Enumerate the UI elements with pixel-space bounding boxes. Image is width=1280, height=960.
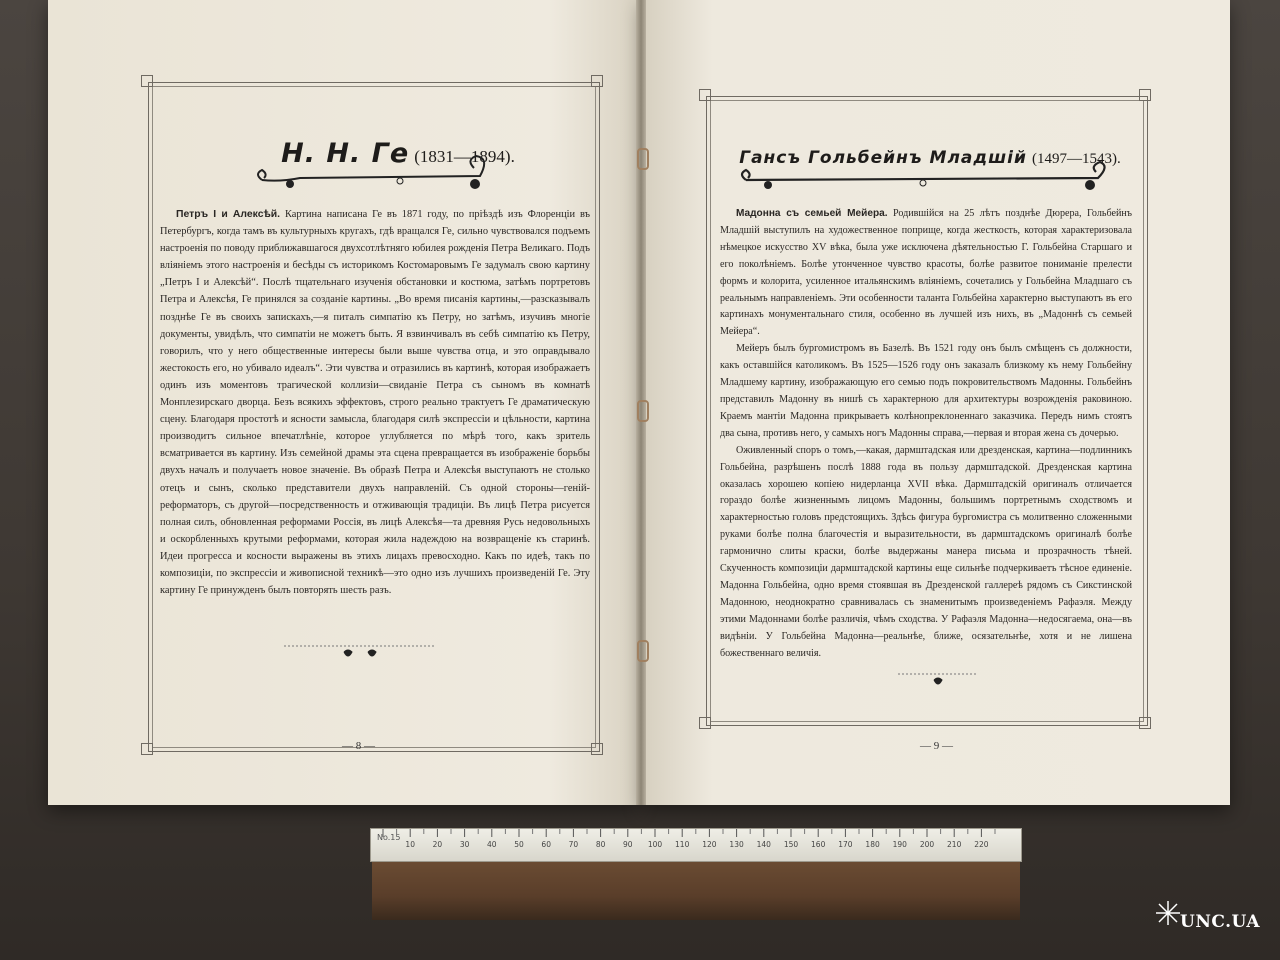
page-number-left: — 8 — xyxy=(342,740,375,752)
left-page-body xyxy=(160,206,590,599)
watermark-sunburst-icon xyxy=(1155,900,1181,926)
title-flourish-ornament xyxy=(250,148,500,196)
body-paragraph: Мейеръ былъ бургомистромъ въ Базелѣ. Въ 1521 году онъ былъ смѣщенъ съ должности, какъ оставшійся католикомъ. Въ 1525—1526 году онъ заказалъ близкому къ нему Гольбейну Младшему картину, изображающую его семью подъ покровительствомъ Мадонны. Гольбейнъ представилъ Мадонну въ нишѣ съ характерною для архитектуры возрожденія раковиною. Краемъ мантіи Мадонна прикрываетъ колѣнопреклоненнаго заказчика. Передъ нимъ стоятъ два сына, противъ него, у самыхъ ногъ Мадонны справа,—первая и вторая жена съ дочерью. xyxy=(720,343,1132,439)
ruler-tick-label: 60 xyxy=(541,840,551,849)
right-page-body xyxy=(720,206,1132,662)
watermark-text: UNC.UA xyxy=(1180,912,1261,932)
tailpiece-ornament xyxy=(898,668,978,694)
ruler-tick-label: 40 xyxy=(487,840,497,849)
body-paragraph: Картина написана Ге въ 1871 году, по пріѣздѣ изъ Флоренціи въ Петербургъ, когда тамъ въ культурныхъ кругахъ, гдѣ вращался Ге, сильно чувствовался подъемъ настроенія по поводу приближавшагося двухсотлѣтняго юбилея рожденія Петра Великаго. Подъ вліяніемъ этого настроенія и бесѣды съ историкомъ Костомаровымъ Ге задумалъ свою картину „Петръ I и Алексѣй“. Послѣ тщательнаго изученія обстановки и костюма, затѣмъ портретовъ Петра и Алексѣя, Ге принялся за созданіе картины. „Во время писанія картины,—разсказывалъ позднѣе Ге въ своихъ запискахъ,—я питалъ симпатію къ Петру, но затѣмъ, изучивъ многіе документы, увидѣлъ, что симпатіи не можетъ быть. Я взвинчивалъ въ себѣ симпатію къ Петру, говорилъ, что у него общественные интересы были выше чувства отца, и это оправдывало жестокость его, но убивало идеалъ“. Эти чувства и отразились въ картинѣ, которая изображаетъ одинъ изъ моментовъ трагической коллизіи—свиданіе Петра съ сыномъ въ комнатѣ Монплезирскаго дворца. Безъ всякихъ эффектовъ, строго реально трактуетъ Ге драматическую сцену. Благодаря простотѣ и ясности замысла, благодаря силѣ экспрессіи и цѣльности, картина производитъ сильное впечатлѣніе, которое углубляется по мѣрѣ того, какъ зритель всматривается въ картину. Изъ семейной драмы эта сцена превращается въ изображеніе борьбы двухъ началъ и получаетъ новое значеніе. Въ образѣ Петра и Алексѣя выступаютъ не столько отецъ и сынъ, сколько представители двухъ направленій. Съ одной стороны—геній-реформаторъ, съ другой—посредственность и отживающія традиціи. Въ лицѣ Петра рисуется полная силъ, обновленная реформами Россія, въ лицѣ Алексѣя—та древняя Русь недовольныхъ и оскорбленныхъ крутыми реформами, которая жила надеждою на возвращеніе къ старинѣ. Идеи прогресса и косности выражены въ этихъ лицахъ превосходно. Какъ по идеѣ, такъ по композиціи, по экспрессіи и живописной техникѣ—это одно изъ лучшихъ произведеній Ге. Эту картину Ге принужденъ былъ повторять шесть разъ. xyxy=(160,209,590,597)
ruler-tick-label: 210 xyxy=(947,840,962,849)
ruler-tick-label: 110 xyxy=(675,840,690,849)
frame-corner xyxy=(699,717,711,729)
frame-corner xyxy=(141,743,153,755)
ruler-tick-label: 80 xyxy=(595,840,606,849)
ruler-tick-label: 220 xyxy=(974,840,989,849)
ruler-tick-label: 70 xyxy=(568,840,579,849)
ruler-tick-label: 190 xyxy=(892,840,907,849)
frame-corner xyxy=(141,75,153,87)
page-number-right: — 9 — xyxy=(920,740,953,752)
ruler-tick-label: 200 xyxy=(919,840,935,849)
ruler-tick-label: 50 xyxy=(514,840,524,849)
ruler-brand-label: No.15 xyxy=(377,833,401,842)
ruler-tick-label: 180 xyxy=(865,840,880,849)
ruler-tick-label: 100 xyxy=(647,840,663,849)
artist-name: Н. Н. Ге xyxy=(281,138,410,169)
ruler-tick-label: 140 xyxy=(756,840,771,849)
ruler-tick-label: 10 xyxy=(405,840,415,849)
frame-corner xyxy=(1139,89,1151,101)
body-paragraph: Родившійся на 25 лѣтъ позднѣе Дюрера, Гольбейнъ Младшій выступилъ на художественное поприще, когда жесткость, которая характеризовала нѣмецкое искусство XV вѣка, была уже исключена дѣятельностью Г. Гольбейна Старшаго и его поколѣніемъ. Болѣе утонченное чувство красоты, болѣе развитое пониманіе прелести формъ и колорита, усиленное итальянскимъ вліяніемъ, сочетались у Гольбейна Младшаго съ реальнымъ направленіемъ. Эти особенности таланта Гольбейна характерно выступаютъ въ его картинахъ монументальнаго стиля, особенно въ лучшей изъ нихъ, въ „Мадоннѣ съ семьей Мейера“. xyxy=(720,208,1132,338)
title-flourish-ornament xyxy=(738,158,1118,198)
ruler-tick-label: 130 xyxy=(729,840,744,849)
binding-staple xyxy=(637,400,649,422)
binding-staple xyxy=(637,640,649,662)
artist-years: (1497—1543). xyxy=(1032,151,1121,167)
measuring-ruler xyxy=(370,828,1022,862)
ruler-tick-label: 30 xyxy=(459,840,470,849)
binding-staple xyxy=(637,148,649,170)
section-lead-title: Мадонна съ семьей Мейера. xyxy=(736,208,888,219)
tailpiece-ornament xyxy=(284,640,434,666)
frame-corner xyxy=(1139,717,1151,729)
frame-corner xyxy=(591,75,603,87)
ruler-tick-label: 150 xyxy=(783,840,799,849)
frame-corner xyxy=(591,743,603,755)
ruler-tick-label: 120 xyxy=(702,840,717,849)
ruler-tick-label: 160 xyxy=(811,840,826,849)
ruler-tick-label: 20 xyxy=(432,840,443,849)
ruler-ticks xyxy=(371,829,1021,861)
wooden-ruler-base xyxy=(372,860,1020,920)
body-paragraph: Оживленный споръ о томъ,—какая, дармштадская или дрезденская, картина—подлинникъ Гольбейна, разрѣшенъ послѣ 1888 года въ пользу дармштадской. Дрезденская картина оказалась хорошею копіею нидерланца XVII вѣка. Дармштадскій оригиналъ отличается гораздо болѣе жизненнымъ лицомъ Мадонны, большимъ портретнымъ сходствомъ и характерностью головъ предстоящихъ. Здѣсь фигура бургомистра съ молитвенно сложенными руками болѣе полна благочестія и выразительности, въ дармштадскомъ оригиналѣ болѣе гармонично слиты краски, болѣе выдержаны манера письма и прозрачность тѣней. Скученность композиціи дармштадской картины еще сильнѣе подчеркиваетъ тѣсное единеніе. Мадонна Гольбейна, одно время стоявшая въ Дрезденской галлереѣ рядомъ съ Сикстинской Мадонною, неоднократно сравнивалась съ знаменитымъ произведеніемъ Рафаэля. Между этими Мадоннами болѣе различія, чѣмъ сходства. У Рафаэля Мадонна—недосягаема, она—въ видѣніи. У Гольбейна Мадонна—реальнѣе, ближе, осязательнѣе, хотя и не лишена божественнаго величія. xyxy=(720,444,1132,659)
frame-corner xyxy=(699,89,711,101)
artist-years: (1831—1894). xyxy=(414,147,515,166)
section-lead-title: Петръ I и Алексѣй. xyxy=(176,209,281,220)
artist-name: Гансъ Гольбейнъ Младшій xyxy=(739,148,1027,168)
ruler-tick-label: 170 xyxy=(838,840,853,849)
ruler-tick-label: 90 xyxy=(623,840,633,849)
